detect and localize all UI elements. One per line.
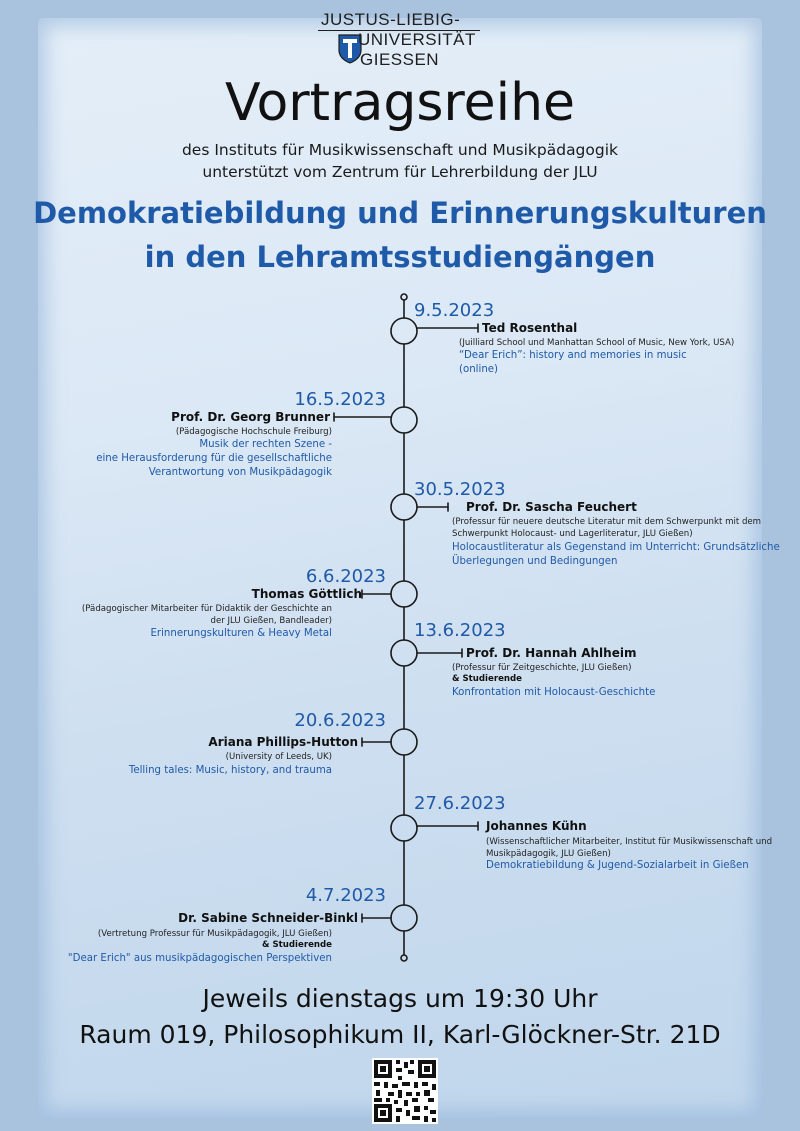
event-affiliation: (Professur für neuere deutsche Literatur mit dem Schwerpunkt mit dem bbox=[452, 517, 762, 527]
event-talk-title: “Dear Erich”: history and memories in music bbox=[459, 350, 687, 361]
event-talk-title: Verantwortung von Musikpädagogik bbox=[148, 467, 332, 478]
subtitle-line-2: unterstützt vom Zentrum für Lehrerbildung der JLU bbox=[202, 163, 598, 181]
event-affiliation: (Juilliard School und Manhattan School of Music, New York, USA) bbox=[459, 338, 735, 348]
event-speaker: Dr. Sabine Schneider-Binkl bbox=[178, 911, 358, 925]
event-affiliation: (Wissenschaftlicher Mitarbeiter, Institut für Musikwissenschaft und bbox=[486, 837, 773, 847]
timeline-node bbox=[391, 407, 417, 433]
event-affiliation: (Vertretung Professur für Musikpädagogik, JLU Gießen) bbox=[97, 929, 332, 939]
event-speaker: Johannes Kühn bbox=[486, 819, 587, 833]
event-talk-title: Erinnerungskulturen & Heavy Metal bbox=[150, 628, 332, 639]
event-talk-title: Konfrontation mit Holocaust-Geschichte bbox=[452, 687, 656, 698]
event-talk-title: Musik der rechten Szene - bbox=[199, 439, 332, 450]
logo-line-2: UNIVERSITÄT bbox=[358, 30, 476, 49]
timeline-start-cap bbox=[401, 294, 407, 300]
event-extra: & Studierende bbox=[262, 940, 332, 950]
event-talk-note: (online) bbox=[459, 364, 499, 375]
event-talk-title: Demokratiebildung & Jugend-Sozialarbeit in Gießen bbox=[486, 860, 749, 871]
timeline-node bbox=[391, 729, 417, 755]
timeline-node bbox=[391, 640, 417, 666]
event-speaker: Prof. Dr. Georg Brunner bbox=[171, 410, 330, 424]
schedule-time: Jeweils dienstags um 19:30 Uhr bbox=[202, 984, 598, 1013]
event-date: 4.7.2023 bbox=[305, 885, 386, 906]
headline-line-1: Demokratiebildung und Erinnerungskulturen bbox=[33, 196, 767, 230]
timeline-end-cap bbox=[401, 955, 407, 961]
timeline-node bbox=[391, 581, 417, 607]
event-talk-title: Überlegungen und Bedingungen bbox=[452, 556, 618, 567]
event-speaker: Thomas Göttlich bbox=[251, 587, 362, 601]
event-speaker: Prof. Dr. Sascha Feuchert bbox=[466, 500, 637, 514]
event-speaker: Ted Rosenthal bbox=[482, 321, 578, 335]
event-talk-title: Holocaustliteratur als Gegenstand im Unterricht: Grundsätzliche bbox=[452, 542, 780, 553]
event-date: 9.5.2023 bbox=[414, 300, 495, 321]
event-date: 13.6.2023 bbox=[414, 620, 506, 641]
event-affiliation: (Professur für Zeitgeschichte, JLU Gießen) bbox=[452, 663, 632, 673]
event-affiliation: Schwerpunkt Holocaust- und Lagerliteratur, JLU Gießen) bbox=[452, 529, 693, 539]
qr-code-icon bbox=[372, 1058, 438, 1124]
event-affiliation: (University of Leeds, UK) bbox=[225, 752, 332, 762]
page-title: Vortragsreihe bbox=[224, 73, 576, 133]
event-extra: & Studierende bbox=[452, 674, 522, 684]
timeline-node bbox=[391, 905, 417, 931]
event-date: 20.6.2023 bbox=[294, 710, 386, 731]
event-affiliation: Musikpädagogik, JLU Gießen) bbox=[486, 849, 611, 859]
timeline-node bbox=[391, 318, 417, 344]
event-affiliation: (Pädagogischer Mitarbeiter für Didaktik der Geschichte an bbox=[81, 604, 332, 614]
event-talk-title: "Dear Erich" aus musikpädagogischen Perspektiven bbox=[67, 953, 332, 964]
headline-line-2: in den Lehramtsstudiengängen bbox=[144, 240, 656, 274]
event-date: 6.6.2023 bbox=[305, 566, 386, 587]
event-talk-title: eine Herausforderung für die gesellschaftliche bbox=[96, 453, 332, 464]
subtitle-line-1: des Instituts für Musikwissenschaft und Musikpädagogik bbox=[181, 141, 619, 159]
event-affiliation: der JLU Gießen, Bandleader) bbox=[210, 616, 332, 626]
venue-address: Raum 019, Philosophikum II, Karl-Glöckner-Str. 21D bbox=[79, 1020, 721, 1049]
event-date: 27.6.2023 bbox=[414, 793, 506, 814]
event-date: 30.5.2023 bbox=[414, 479, 506, 500]
event-speaker: Ariana Phillips-Hutton bbox=[208, 735, 358, 749]
event-date: 16.5.2023 bbox=[294, 389, 386, 410]
event-affiliation: (Pädagogische Hochschule Freiburg) bbox=[175, 427, 332, 437]
event-talk-title: Telling tales: Music, history, and trauma bbox=[128, 765, 332, 776]
logo-line-3: GIESSEN bbox=[360, 50, 440, 69]
timeline-node bbox=[391, 815, 417, 841]
event-speaker: Prof. Dr. Hannah Ahlheim bbox=[466, 646, 637, 660]
logo-line-1: JUSTUS-LIEBIG- bbox=[321, 10, 461, 29]
